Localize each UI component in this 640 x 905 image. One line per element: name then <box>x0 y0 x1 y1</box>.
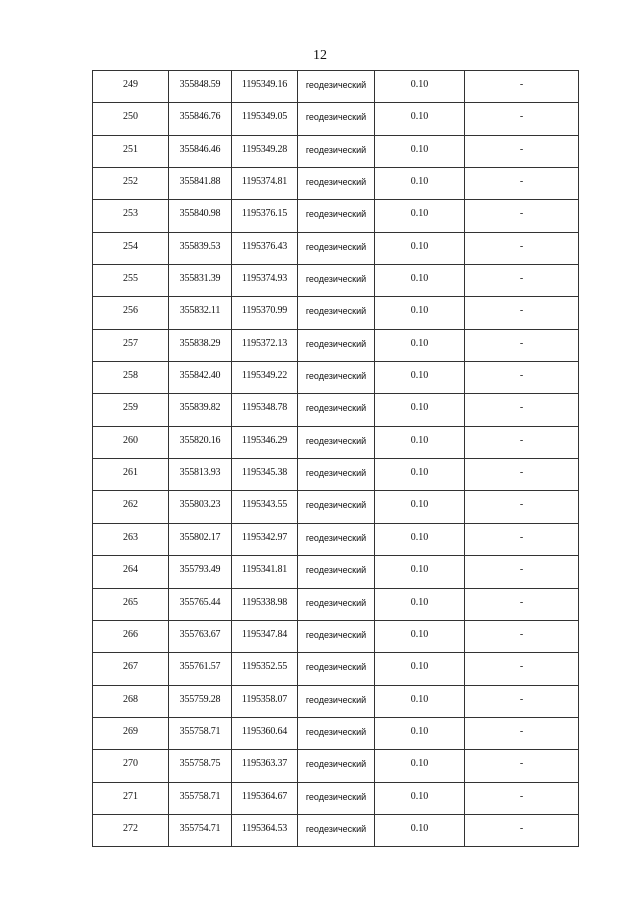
note-cell: - <box>465 168 579 200</box>
accuracy-cell: 0.10 <box>375 362 465 394</box>
y-coordinate-cell: 1195349.22 <box>232 362 298 394</box>
note-cell: - <box>465 556 579 588</box>
y-coordinate-cell: 1195376.43 <box>232 232 298 264</box>
note-cell: - <box>465 362 579 394</box>
note-cell: - <box>465 685 579 717</box>
table-row <box>93 750 579 782</box>
accuracy-cell: 0.10 <box>375 426 465 458</box>
accuracy-cell: 0.10 <box>375 782 465 814</box>
x-coordinate-cell: 355803.23 <box>169 491 232 523</box>
method-cell: геодезический <box>298 685 375 717</box>
y-coordinate-cell: 1195364.53 <box>232 814 298 846</box>
point-number-cell: 271 <box>93 782 169 814</box>
table-row <box>93 297 579 329</box>
accuracy-cell: 0.10 <box>375 750 465 782</box>
method-cell: геодезический <box>298 459 375 491</box>
note-cell: - <box>465 750 579 782</box>
method-cell: геодезический <box>298 523 375 555</box>
table-row <box>93 265 579 297</box>
table-row <box>93 103 579 135</box>
point-number-cell: 252 <box>93 168 169 200</box>
note-cell: - <box>465 265 579 297</box>
method-cell: геодезический <box>298 426 375 458</box>
coordinates-table-container <box>92 70 578 847</box>
x-coordinate-cell: 355761.57 <box>169 653 232 685</box>
method-cell: геодезический <box>298 717 375 749</box>
y-coordinate-cell: 1195376.15 <box>232 200 298 232</box>
point-number-cell: 249 <box>93 71 169 103</box>
method-cell: геодезический <box>298 782 375 814</box>
x-coordinate-cell: 355839.82 <box>169 394 232 426</box>
accuracy-cell: 0.10 <box>375 620 465 652</box>
table-row <box>93 653 579 685</box>
y-coordinate-cell: 1195364.67 <box>232 782 298 814</box>
method-cell: геодезический <box>298 71 375 103</box>
point-number-cell: 261 <box>93 459 169 491</box>
point-number-cell: 270 <box>93 750 169 782</box>
x-coordinate-cell: 355839.53 <box>169 232 232 264</box>
coordinates-table <box>92 70 579 847</box>
x-coordinate-cell: 355754.71 <box>169 814 232 846</box>
note-cell: - <box>465 814 579 846</box>
note-cell: - <box>465 200 579 232</box>
method-cell: геодезический <box>298 556 375 588</box>
x-coordinate-cell: 355846.46 <box>169 135 232 167</box>
note-cell: - <box>465 459 579 491</box>
x-coordinate-cell: 355846.76 <box>169 103 232 135</box>
x-coordinate-cell: 355831.39 <box>169 265 232 297</box>
page-number: 12 <box>313 48 327 63</box>
point-number-cell: 250 <box>93 103 169 135</box>
x-coordinate-cell: 355793.49 <box>169 556 232 588</box>
point-number-cell: 253 <box>93 200 169 232</box>
x-coordinate-cell: 355813.93 <box>169 459 232 491</box>
note-cell: - <box>465 394 579 426</box>
note-cell: - <box>465 620 579 652</box>
note-cell: - <box>465 71 579 103</box>
table-row <box>93 426 579 458</box>
point-number-cell: 259 <box>93 394 169 426</box>
point-number-cell: 262 <box>93 491 169 523</box>
table-row <box>93 168 579 200</box>
method-cell: геодезический <box>298 814 375 846</box>
table-row <box>93 782 579 814</box>
x-coordinate-cell: 355763.67 <box>169 620 232 652</box>
accuracy-cell: 0.10 <box>375 297 465 329</box>
method-cell: геодезический <box>298 329 375 361</box>
method-cell: геодезический <box>298 103 375 135</box>
point-number-cell: 264 <box>93 556 169 588</box>
note-cell: - <box>465 491 579 523</box>
table-row <box>93 556 579 588</box>
method-cell: геодезический <box>298 750 375 782</box>
table-row <box>93 459 579 491</box>
note-cell: - <box>465 523 579 555</box>
method-cell: геодезический <box>298 168 375 200</box>
table-row <box>93 394 579 426</box>
x-coordinate-cell: 355820.16 <box>169 426 232 458</box>
method-cell: геодезический <box>298 394 375 426</box>
y-coordinate-cell: 1195374.81 <box>232 168 298 200</box>
note-cell: - <box>465 717 579 749</box>
accuracy-cell: 0.10 <box>375 588 465 620</box>
accuracy-cell: 0.10 <box>375 71 465 103</box>
coordinates-table-body <box>93 71 579 847</box>
y-coordinate-cell: 1195358.07 <box>232 685 298 717</box>
table-row <box>93 232 579 264</box>
table-row <box>93 685 579 717</box>
y-coordinate-cell: 1195374.93 <box>232 265 298 297</box>
table-row <box>93 620 579 652</box>
note-cell: - <box>465 135 579 167</box>
x-coordinate-cell: 355838.29 <box>169 329 232 361</box>
accuracy-cell: 0.10 <box>375 814 465 846</box>
method-cell: геодезический <box>298 653 375 685</box>
note-cell: - <box>465 782 579 814</box>
table-row <box>93 717 579 749</box>
x-coordinate-cell: 355758.75 <box>169 750 232 782</box>
point-number-cell: 258 <box>93 362 169 394</box>
method-cell: геодезический <box>298 200 375 232</box>
point-number-cell: 256 <box>93 297 169 329</box>
method-cell: геодезический <box>298 265 375 297</box>
note-cell: - <box>465 232 579 264</box>
point-number-cell: 263 <box>93 523 169 555</box>
x-coordinate-cell: 355759.28 <box>169 685 232 717</box>
x-coordinate-cell: 355802.17 <box>169 523 232 555</box>
y-coordinate-cell: 1195370.99 <box>232 297 298 329</box>
accuracy-cell: 0.10 <box>375 491 465 523</box>
y-coordinate-cell: 1195349.05 <box>232 103 298 135</box>
method-cell: геодезический <box>298 297 375 329</box>
note-cell: - <box>465 329 579 361</box>
method-cell: геодезический <box>298 135 375 167</box>
y-coordinate-cell: 1195346.29 <box>232 426 298 458</box>
point-number-cell: 272 <box>93 814 169 846</box>
accuracy-cell: 0.10 <box>375 232 465 264</box>
x-coordinate-cell: 355758.71 <box>169 717 232 749</box>
note-cell: - <box>465 588 579 620</box>
x-coordinate-cell: 355840.98 <box>169 200 232 232</box>
accuracy-cell: 0.10 <box>375 523 465 555</box>
y-coordinate-cell: 1195360.64 <box>232 717 298 749</box>
note-cell: - <box>465 297 579 329</box>
x-coordinate-cell: 355841.88 <box>169 168 232 200</box>
point-number-cell: 254 <box>93 232 169 264</box>
x-coordinate-cell: 355848.59 <box>169 71 232 103</box>
note-cell: - <box>465 653 579 685</box>
x-coordinate-cell: 355765.44 <box>169 588 232 620</box>
method-cell: геодезический <box>298 362 375 394</box>
x-coordinate-cell: 355758.71 <box>169 782 232 814</box>
x-coordinate-cell: 355832.11 <box>169 297 232 329</box>
point-number-cell: 265 <box>93 588 169 620</box>
accuracy-cell: 0.10 <box>375 556 465 588</box>
y-coordinate-cell: 1195347.84 <box>232 620 298 652</box>
table-row <box>93 523 579 555</box>
table-row <box>93 362 579 394</box>
point-number-cell: 255 <box>93 265 169 297</box>
accuracy-cell: 0.10 <box>375 459 465 491</box>
point-number-cell: 267 <box>93 653 169 685</box>
accuracy-cell: 0.10 <box>375 265 465 297</box>
table-row <box>93 329 579 361</box>
method-cell: геодезический <box>298 588 375 620</box>
y-coordinate-cell: 1195341.81 <box>232 556 298 588</box>
method-cell: геодезический <box>298 232 375 264</box>
method-cell: геодезический <box>298 491 375 523</box>
y-coordinate-cell: 1195348.78 <box>232 394 298 426</box>
point-number-cell: 266 <box>93 620 169 652</box>
table-row <box>93 814 579 846</box>
accuracy-cell: 0.10 <box>375 168 465 200</box>
accuracy-cell: 0.10 <box>375 394 465 426</box>
table-row <box>93 71 579 103</box>
point-number-cell: 269 <box>93 717 169 749</box>
y-coordinate-cell: 1195342.97 <box>232 523 298 555</box>
table-row <box>93 200 579 232</box>
y-coordinate-cell: 1195345.38 <box>232 459 298 491</box>
point-number-cell: 257 <box>93 329 169 361</box>
point-number-cell: 268 <box>93 685 169 717</box>
y-coordinate-cell: 1195343.55 <box>232 491 298 523</box>
point-number-cell: 260 <box>93 426 169 458</box>
accuracy-cell: 0.10 <box>375 200 465 232</box>
y-coordinate-cell: 1195363.37 <box>232 750 298 782</box>
accuracy-cell: 0.10 <box>375 685 465 717</box>
y-coordinate-cell: 1195349.16 <box>232 71 298 103</box>
y-coordinate-cell: 1195338.98 <box>232 588 298 620</box>
accuracy-cell: 0.10 <box>375 329 465 361</box>
point-number-cell: 251 <box>93 135 169 167</box>
method-cell: геодезический <box>298 620 375 652</box>
table-row <box>93 491 579 523</box>
accuracy-cell: 0.10 <box>375 135 465 167</box>
accuracy-cell: 0.10 <box>375 717 465 749</box>
x-coordinate-cell: 355842.40 <box>169 362 232 394</box>
table-row <box>93 588 579 620</box>
y-coordinate-cell: 1195352.55 <box>232 653 298 685</box>
y-coordinate-cell: 1195349.28 <box>232 135 298 167</box>
accuracy-cell: 0.10 <box>375 103 465 135</box>
note-cell: - <box>465 103 579 135</box>
accuracy-cell: 0.10 <box>375 653 465 685</box>
table-row <box>93 135 579 167</box>
note-cell: - <box>465 426 579 458</box>
y-coordinate-cell: 1195372.13 <box>232 329 298 361</box>
